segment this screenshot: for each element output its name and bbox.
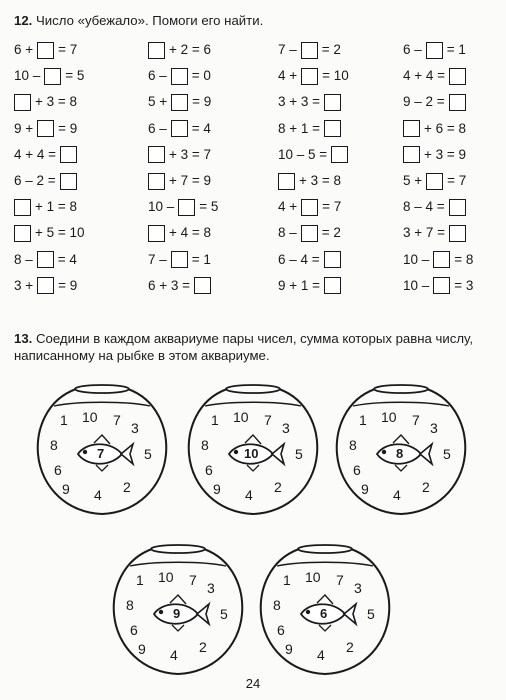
aquarium (183, 380, 323, 520)
equation (278, 197, 341, 217)
aquarium-number: 8 (349, 437, 357, 453)
aquarium-number: 5 (144, 446, 152, 462)
answer-box[interactable] (37, 277, 54, 294)
equation (278, 276, 341, 296)
fish-icon (78, 435, 133, 471)
equation (148, 250, 211, 270)
equation-text: 10 – 5 = (278, 146, 328, 162)
equation-text: 9 + (14, 120, 34, 136)
equation-text: = 1 (446, 42, 466, 57)
aquarium-number: 2 (199, 639, 207, 655)
equation-text: + 1 = 8 (35, 199, 78, 215)
equation-text: 6 – 2 = (14, 173, 56, 188)
equation (403, 223, 466, 243)
page-number: 24 (245, 676, 261, 691)
answer-box[interactable] (171, 120, 188, 137)
equation-text: = 3 (454, 277, 474, 293)
equation-text: 6 – (403, 42, 422, 57)
answer-box[interactable] (171, 94, 188, 111)
aquarium-number: 10 (305, 569, 321, 585)
equation (148, 66, 211, 86)
equation-text: = 8 (454, 251, 474, 267)
aquarium-number: 5 (220, 606, 228, 622)
equation-text: + 4 = 8 (169, 225, 212, 241)
answer-box[interactable] (403, 146, 420, 163)
equation (148, 119, 211, 139)
aquarium-number: 9 (285, 641, 293, 657)
equation (278, 119, 341, 139)
aquarium-number: 5 (295, 446, 303, 462)
equation-text: + 3 = 7 (169, 146, 212, 162)
aquarium-number: 9 (213, 481, 221, 497)
aquarium-number: 9 (138, 641, 146, 657)
equation (14, 223, 85, 243)
equation-text: 3 + (14, 277, 34, 293)
aquarium-number: 3 (282, 420, 290, 436)
equation (403, 40, 466, 60)
equation-text: 3 + 7 = (403, 225, 446, 241)
equation (148, 145, 211, 165)
answer-box[interactable] (324, 251, 341, 268)
equation-text: 7 – (278, 42, 297, 57)
equation-text: 8 – 4 = (403, 199, 445, 215)
aquarium-number: 10 (82, 409, 98, 425)
answer-box[interactable] (324, 277, 341, 294)
equation (14, 197, 77, 217)
aquarium-number: 5 (443, 446, 451, 462)
answer-box[interactable] (433, 277, 450, 294)
equation-text: = 5 (199, 199, 219, 215)
equation-text: = 0 (191, 68, 211, 84)
equation (14, 171, 77, 191)
equation-text: 6 – 4 = (278, 251, 320, 267)
equation-text: 4 + 4 = (14, 146, 57, 162)
equation (403, 171, 466, 191)
equation-text: = 9 (58, 277, 78, 293)
equation-text: 10 – (148, 199, 175, 215)
aquarium-number: 7 (264, 412, 272, 428)
fish-number: 7 (97, 446, 105, 461)
equation-text: = 5 (65, 68, 85, 84)
equation (14, 119, 77, 139)
aquarium-number: 8 (273, 597, 281, 613)
equation-text: = 4 (57, 251, 77, 267)
equation (148, 276, 211, 296)
aquarium-number: 3 (354, 580, 362, 596)
equation (403, 66, 466, 86)
aquarium-number: 6 (205, 462, 213, 478)
equation-text: = 7 (58, 42, 78, 57)
answer-box[interactable] (331, 146, 348, 163)
task-12-title (14, 12, 263, 29)
aquarium-number: 3 (131, 420, 139, 436)
equation (148, 171, 211, 191)
aquarium-number: 4 (245, 487, 253, 503)
aquarium-number: 8 (50, 437, 58, 453)
equation-text: = 2 (321, 42, 341, 57)
answer-box[interactable] (449, 225, 466, 242)
equation (403, 92, 466, 112)
aquarium-number: 6 (353, 462, 361, 478)
equation-text: 3 + 3 = (278, 94, 321, 110)
answer-box[interactable] (433, 251, 450, 268)
aquarium-number: 4 (94, 487, 102, 503)
task-13-number: 13. (14, 331, 33, 346)
aquarium-number: 7 (412, 412, 420, 428)
aquarium-number: 1 (60, 412, 68, 428)
equation-text: + 5 = 10 (35, 225, 85, 241)
equation-text: = 1 (191, 251, 211, 267)
equation (148, 40, 211, 60)
equation-text: 6 – (148, 120, 167, 136)
fish-icon (377, 435, 432, 471)
aquarium-number: 6 (130, 622, 138, 638)
answer-box[interactable] (148, 173, 165, 190)
equation-text: = 4 (191, 120, 211, 136)
answer-box[interactable] (449, 68, 466, 85)
task-13-title (14, 330, 492, 364)
aquarium-number: 4 (317, 647, 325, 663)
equation (14, 145, 77, 165)
equation-text: + 3 = 9 (424, 146, 467, 162)
equation-text: 4 + (278, 199, 298, 215)
aquarium-number: 9 (62, 481, 70, 497)
answer-box[interactable] (60, 146, 77, 163)
aquarium-number: 3 (207, 580, 215, 596)
fish-number: 6 (320, 606, 328, 621)
equation-text: 7 – (148, 251, 167, 267)
aquarium-number: 6 (54, 462, 62, 478)
aquarium-number: 10 (381, 409, 397, 425)
equation-text: 9 + 1 = (278, 277, 321, 293)
equation-text: 4 + 4 = (403, 68, 446, 84)
aquarium-number: 5 (367, 606, 375, 622)
equation-text: 4 + (278, 68, 298, 84)
equation (403, 119, 466, 139)
answer-box[interactable] (60, 173, 77, 190)
aquarium-number: 4 (393, 487, 401, 503)
answer-box[interactable] (426, 173, 443, 190)
aquarium-number: 1 (283, 572, 291, 588)
aquarium-number: 6 (277, 622, 285, 638)
equation (278, 66, 349, 86)
equation-text: 5 + (148, 94, 168, 110)
equation-text: + 3 = 8 (35, 94, 78, 110)
answer-box[interactable] (426, 42, 443, 59)
task-13-text: Соедини в каждом аквариуме пары чисел, сумма которых равна числу, написанному на рыбке в этом аквариуме. (14, 331, 473, 363)
aquarium-number: 4 (170, 647, 178, 663)
aquarium-number: 10 (158, 569, 174, 585)
answer-box[interactable] (14, 225, 31, 242)
equation (278, 40, 341, 60)
equation (148, 197, 218, 217)
aquarium-number: 8 (201, 437, 209, 453)
equation (403, 145, 466, 165)
equation-text: 6 + (14, 42, 34, 57)
answer-box[interactable] (148, 146, 165, 163)
equation-text: 10 – (403, 251, 430, 267)
answer-box[interactable] (37, 251, 54, 268)
equation-text: = 7 (322, 199, 342, 215)
equation (14, 66, 84, 86)
answer-box[interactable] (44, 68, 61, 85)
equation (14, 40, 77, 60)
answer-box[interactable] (178, 199, 195, 216)
answer-box[interactable] (171, 68, 188, 85)
equation-text: 9 – 2 = (403, 94, 445, 110)
equation-text: = 9 (58, 120, 78, 136)
equation-text: 8 – (14, 251, 33, 267)
aquarium-number: 2 (422, 479, 430, 495)
answer-box[interactable] (14, 199, 31, 216)
answer-box[interactable] (449, 94, 466, 111)
equation (278, 145, 348, 165)
aquarium-number: 7 (189, 572, 197, 588)
equation-text: = 9 (192, 94, 212, 110)
equation-text: 6 + 3 = (148, 277, 191, 293)
aquarium-number: 3 (430, 420, 438, 436)
aquarium-number: 2 (123, 479, 131, 495)
answer-box[interactable] (37, 42, 54, 59)
equation-text: = 10 (322, 68, 349, 84)
equation (14, 250, 77, 270)
equation-text: = 2 (321, 225, 341, 241)
aquarium-number: 7 (336, 572, 344, 588)
answer-box[interactable] (324, 120, 341, 137)
answer-box[interactable] (171, 251, 188, 268)
equation-text: 10 – (14, 68, 41, 84)
answer-box[interactable] (194, 277, 211, 294)
equation (403, 250, 473, 270)
aquarium (108, 540, 248, 680)
equation (278, 171, 341, 191)
aquarium-number: 10 (233, 409, 249, 425)
equation-text: + 6 = 8 (424, 120, 467, 136)
equation (148, 92, 211, 112)
answer-box[interactable] (301, 225, 318, 242)
aquarium (331, 380, 471, 520)
answer-box[interactable] (278, 173, 295, 190)
answer-box[interactable] (148, 42, 165, 59)
equation (278, 92, 341, 112)
aquarium (255, 540, 395, 680)
aquarium-number: 2 (346, 639, 354, 655)
fish-number: 9 (173, 606, 181, 621)
equation-text: + 7 = 9 (169, 173, 212, 188)
fish-number: 10 (244, 446, 259, 461)
equation (403, 276, 473, 296)
aquarium-number: 1 (359, 412, 367, 428)
aquarium-number: 9 (361, 481, 369, 497)
answer-box[interactable] (14, 94, 31, 111)
task-12-number: 12. (14, 13, 33, 28)
answer-box[interactable] (37, 120, 54, 137)
equation-text: + 3 = 8 (299, 173, 342, 188)
equation (14, 276, 77, 296)
equation-text: + 2 = 6 (169, 42, 212, 57)
task-12-text: Число «убежало». Помоги его найти. (36, 13, 264, 28)
equation-text: 10 – (403, 277, 430, 293)
answer-box[interactable] (301, 68, 318, 85)
answer-box[interactable] (301, 42, 318, 59)
fish-number: 8 (396, 446, 404, 461)
aquarium (32, 380, 172, 520)
equation-text: = 7 (447, 173, 467, 188)
equation-text: 6 – (148, 68, 167, 84)
answer-box[interactable] (403, 120, 420, 137)
aquarium-number: 1 (211, 412, 219, 428)
aquarium-number: 7 (113, 412, 121, 428)
aquarium-number: 1 (136, 572, 144, 588)
fish-icon (154, 595, 209, 631)
equation-text: 8 + 1 = (278, 120, 321, 136)
aquarium-number: 8 (126, 597, 134, 613)
equation (278, 223, 341, 243)
equation (148, 223, 211, 243)
aquarium-number: 2 (274, 479, 282, 495)
equation (278, 250, 341, 270)
equation (403, 197, 466, 217)
fish-icon (301, 595, 356, 631)
equation-text: 5 + (403, 173, 423, 188)
answer-box[interactable] (449, 199, 466, 216)
answer-box[interactable] (324, 94, 341, 111)
equation (14, 92, 77, 112)
answer-box[interactable] (148, 225, 165, 242)
equation-text: 8 – (278, 225, 297, 241)
answer-box[interactable] (301, 199, 318, 216)
